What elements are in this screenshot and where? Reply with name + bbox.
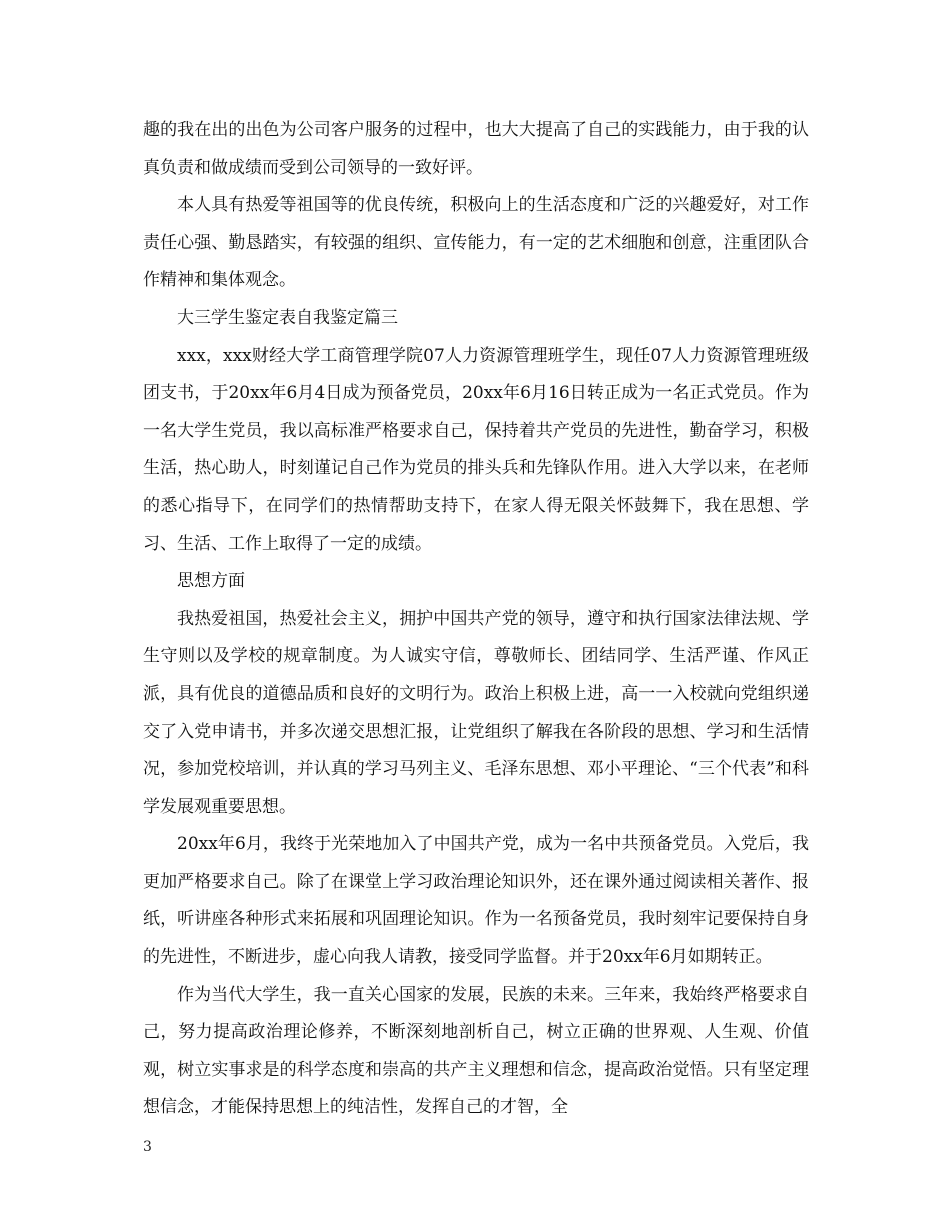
- page-number: 3: [143, 1139, 152, 1155]
- section-heading-thoughts: 思想方面: [177, 571, 245, 592]
- document-body: [143, 112, 809, 1127]
- paragraph-6: 我热爱祖国，热爱社会主义，拥护中国共产党的领导，遵守和执行国家法律法规、学生守则以及学校的规章制度。为人诚实守信，尊敬师长、团结同学、生活严谨、作风正派，具有优良的道德品质和良好的文明行为。政治上积极上进，高一一入校就向党组织递交了入党申请书，并多次递交思想汇报，让党组织了解我在各阶段的思想、学习和生活情况，参加党校培训，并认真的学习马列主义、毛泽东思想、邓小平理论、“三个代表”和科学发展观重要思想。: [143, 608, 809, 817]
- paragraph-8: 作为当代大学生，我一直关心国家的发展，民族的未来。三年来，我始终严格要求自己，努力提高政治理论修养，不断深刻地剖析自己，树立正确的世界观、人生观、价值观，树立实事求是的科学态度和崇高的共产主义理想和信念，提高政治觉悟。只有坚定理想信念，才能保持思想上的纯洁性，发挥自己的才智，全: [143, 984, 809, 1118]
- paragraph-2: 本人具有热爱等祖国等的优良传统，积极向上的生活态度和广泛的兴趣爱好，对工作责任心强、勤恳踏实，有较强的组织、宣传能力，有一定的艺术细胞和创意，注重团队合作精神和集体观念。: [143, 195, 809, 291]
- paragraph-1: 趣的我在出的出色为公司客户服务的过程中，也大大提高了自己的实践能力，由于我的认真负责和做成绩而受到公司领导的一致好评。: [143, 120, 809, 178]
- paragraph-4: xxx，xxx财经大学工商管理学院07人力资源管理班学生，现任07人力资源管理班级团支书，于20xx年6月4日成为预备党员，20xx年6月16日转正成为一名正式党员。作为一名大学生党员，我以高标准严格要求自己，保持着共产党员的先进性，勤奋学习，积极生活，热心助人，时刻谨记自己作为党员的排头兵和先锋队作用。进入大学以来，在老师的悉心指导下，在同学们的热情帮助支持下，在家人得无限关怀鼓舞下，我在思想、学习、生活、工作上取得了一定的成绩。: [143, 345, 809, 554]
- section-heading-3: 大三学生鉴定表自我鉴定篇三: [177, 307, 398, 328]
- paragraph-7: 20xx年6月，我终于光荣地加入了中国共产党，成为一名中共预备党员。入党后，我更加严格要求自己。除了在课堂上学习政治理论知识外，还在课外通过阅读相关著作、报纸，听讲座各种形式来拓展和巩固理论知识。作为一名预备党员，我时刻牢记要保持自身的先进性，不断进步，虚心向我人请教，接受同学监督。并于20xx年6月如期转正。: [143, 834, 809, 968]
